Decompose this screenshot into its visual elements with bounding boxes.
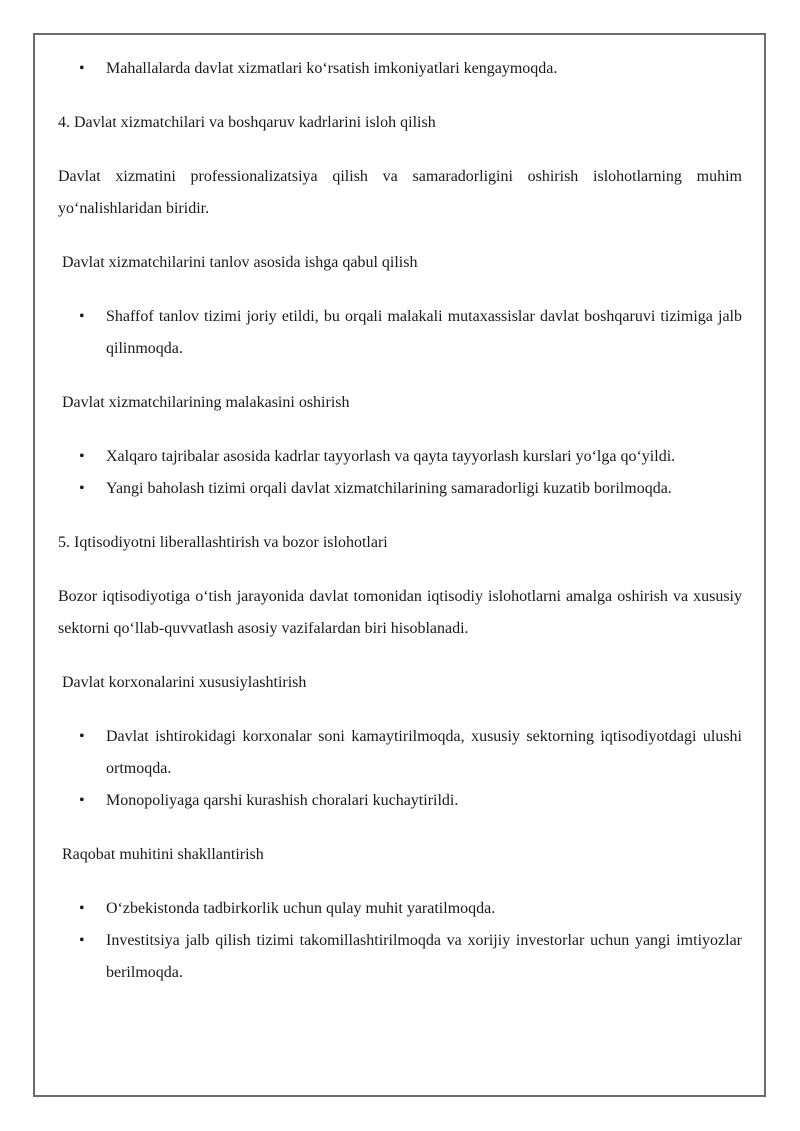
bullet-list-intro [58, 53, 742, 85]
list-item-text: Shaffof tanlov tizimi joriy etildi, bu orqali malakali mutaxassislar davlat boshqaruvi tizimiga jalb qilinmoqda. [106, 308, 742, 357]
list-item-text: Davlat ishtirokidagi korxonalar soni kamaytirilmoqda, xususiy sektorning iqtisodiyotdagi ulushi ortmoqda. [106, 728, 742, 777]
section-heading-4: 4. Davlat xizmatchilari va boshqaruv kadrlarini isloh qilish [58, 114, 436, 131]
bullet-icon: • [79, 448, 85, 465]
list-item-text: Yangi baholash tizimi orqali davlat xizmatchilarining samaradorligi kuzatib borilmoqda. [106, 480, 672, 497]
bullet-icon: • [79, 308, 85, 325]
list-item [58, 893, 742, 925]
bullet-list-privatization [58, 721, 742, 817]
subheading-text: Raqobat muhitini shakllantirish [62, 846, 264, 863]
list-item [58, 301, 742, 365]
list-item [58, 473, 742, 505]
list-item [58, 53, 742, 85]
list-item-text: Monopoliyaga qarshi kurashish choralari kuchaytirildi. [106, 792, 459, 809]
list-item-text: Xalqaro tajribalar asosida kadrlar tayyorlash va qayta tayyorlash kurslari yo‘lga qo‘yildi. [106, 448, 676, 465]
bullet-icon: • [79, 900, 85, 917]
subheading-recruitment [58, 247, 742, 279]
list-item [58, 721, 742, 785]
bullet-list-recruitment [58, 301, 742, 365]
bullet-icon: • [79, 60, 85, 77]
document-body [58, 53, 742, 989]
list-item-text: Investitsiya jalb qilish tizimi takomillashtirilmoqda va xorijiy investorlar uchun yangi imtiyozlar berilmoqda. [106, 932, 742, 981]
list-item [58, 925, 742, 989]
bullet-icon: • [79, 728, 85, 745]
bullet-icon: • [79, 932, 85, 949]
subheading-text: Davlat xizmatchilarining malakasini oshirish [62, 394, 350, 411]
subheading-privatization [58, 667, 742, 699]
subheading-competition [58, 839, 742, 871]
bullet-list-qualification [58, 441, 742, 505]
paragraph-section-5: Bozor iqtisodiyotiga o‘tish jarayonida davlat tomonidan iqtisodiy islohotlarni amalga oshirish va xususiy sektorni qo‘llab-quvvatlash asosiy vazifalardan biri hisoblanadi. [58, 588, 742, 637]
subheading-text: Davlat korxonalarini xususiylashtirish [62, 674, 307, 691]
list-item [58, 785, 742, 817]
bullet-list-competition [58, 893, 742, 989]
subheading-qualification [58, 387, 742, 419]
list-item [58, 441, 742, 473]
section-heading-5: 5. Iqtisodiyotni liberallashtirish va bozor islohotlari [58, 534, 388, 551]
paragraph-section-4: Davlat xizmatini professionalizatsiya qilish va samaradorligini oshirish islohotlarning muhim yo‘nalishlaridan biridir. [58, 168, 742, 217]
bullet-icon: • [79, 792, 85, 809]
list-item-text: Mahallalarda davlat xizmatlari ko‘rsatish imkoniyatlari kengaymoqda. [106, 60, 558, 77]
subheading-text: Davlat xizmatchilarini tanlov asosida ishga qabul qilish [62, 254, 418, 271]
bullet-icon: • [79, 480, 85, 497]
list-item-text: O‘zbekistonda tadbirkorlik uchun qulay muhit yaratilmoqda. [106, 900, 496, 917]
